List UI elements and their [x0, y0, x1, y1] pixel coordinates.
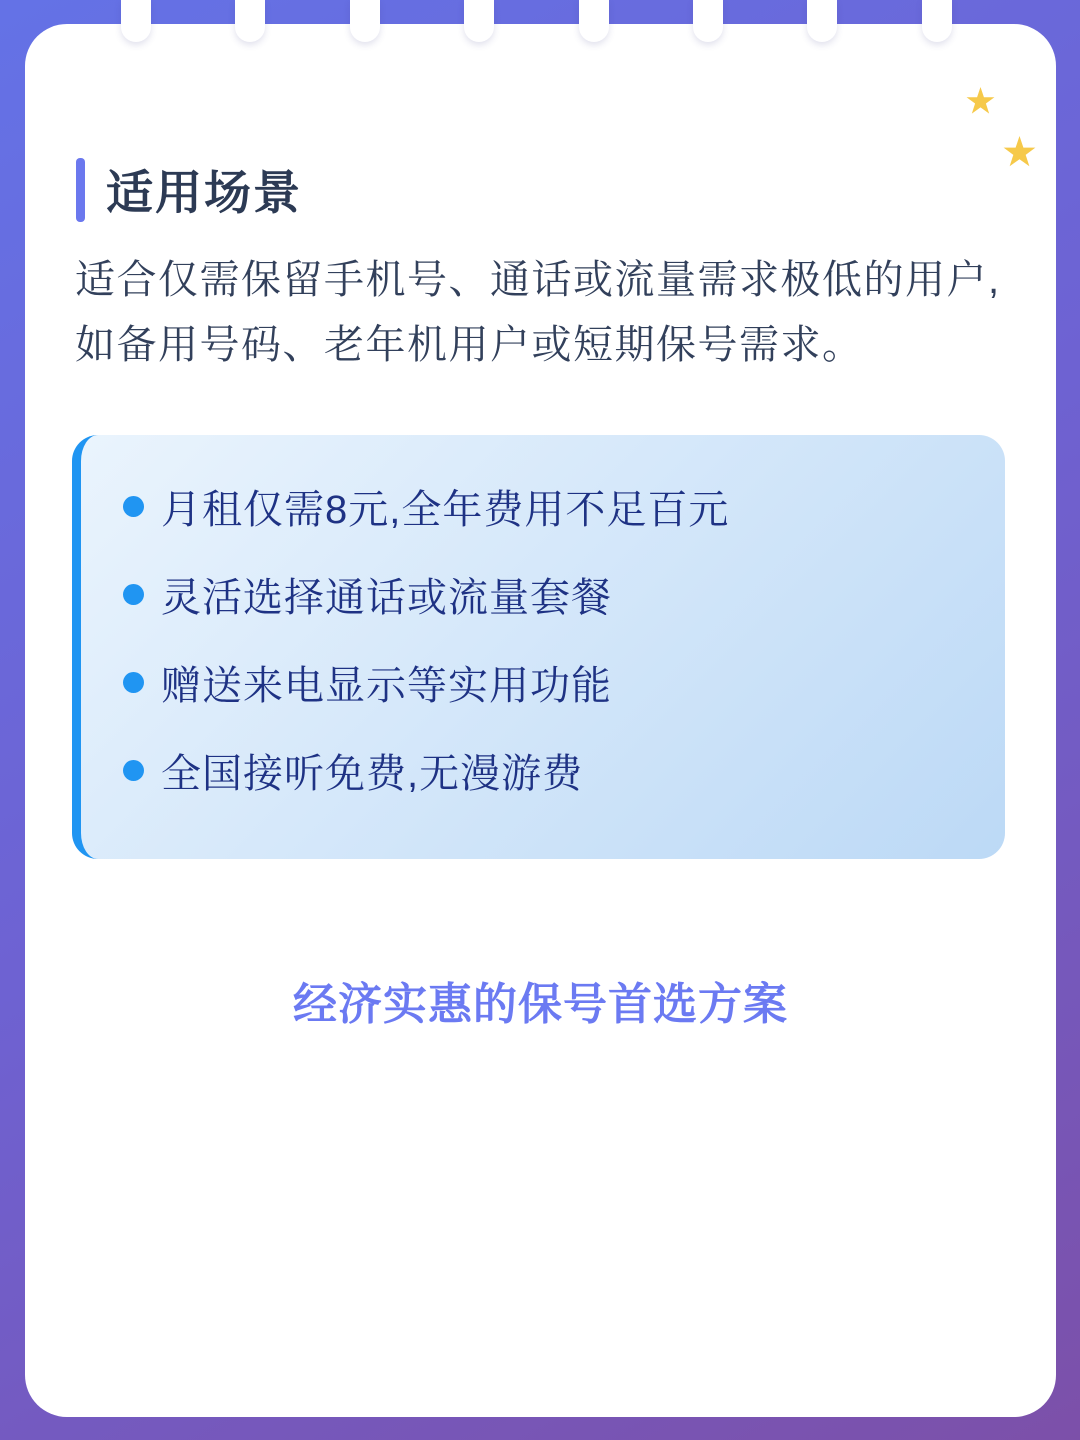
benefit-label: 灵活选择通话或流量套餐: [161, 575, 612, 620]
section-header: [76, 156, 302, 223]
title-accent-bar: [76, 158, 85, 222]
benefit-label: 全国接听免费,无漫游费: [161, 751, 584, 796]
binder-notch: [922, 0, 952, 42]
binder-notch: [693, 0, 723, 42]
binder-notch: [350, 0, 380, 42]
bullet-dot-icon: [123, 672, 144, 693]
section-title: 适用场景: [106, 166, 302, 219]
binder-notch: [235, 0, 265, 42]
binder-notch: [807, 0, 837, 42]
bullet-dot-icon: [123, 496, 144, 517]
benefit-label: 月租仅需8元,全年费用不足百元: [161, 487, 730, 532]
tagline: 经济实惠的保号首选方案: [293, 980, 788, 1029]
bullet-dot-icon: [123, 584, 144, 605]
benefit-item: [123, 657, 965, 707]
notebook-card: [25, 24, 1056, 1417]
benefits-box: [72, 435, 1005, 859]
benefit-item: [123, 569, 965, 619]
binder-notch: [464, 0, 494, 42]
benefit-label: 赠送来电显示等实用功能: [161, 663, 612, 708]
benefits-list: [123, 481, 965, 795]
star-icon: [966, 87, 995, 116]
bullet-dot-icon: [123, 760, 144, 781]
binder-notch: [121, 0, 151, 42]
intro-paragraph: 适合仅需保留手机号、通话或流量需求极低的用户,如备用号码、老年机用户或短期保号需求。: [75, 258, 1001, 367]
star-icon: [1003, 136, 1036, 169]
benefit-item: [123, 481, 965, 531]
benefit-item: [123, 745, 965, 795]
binder-notch: [579, 0, 609, 42]
